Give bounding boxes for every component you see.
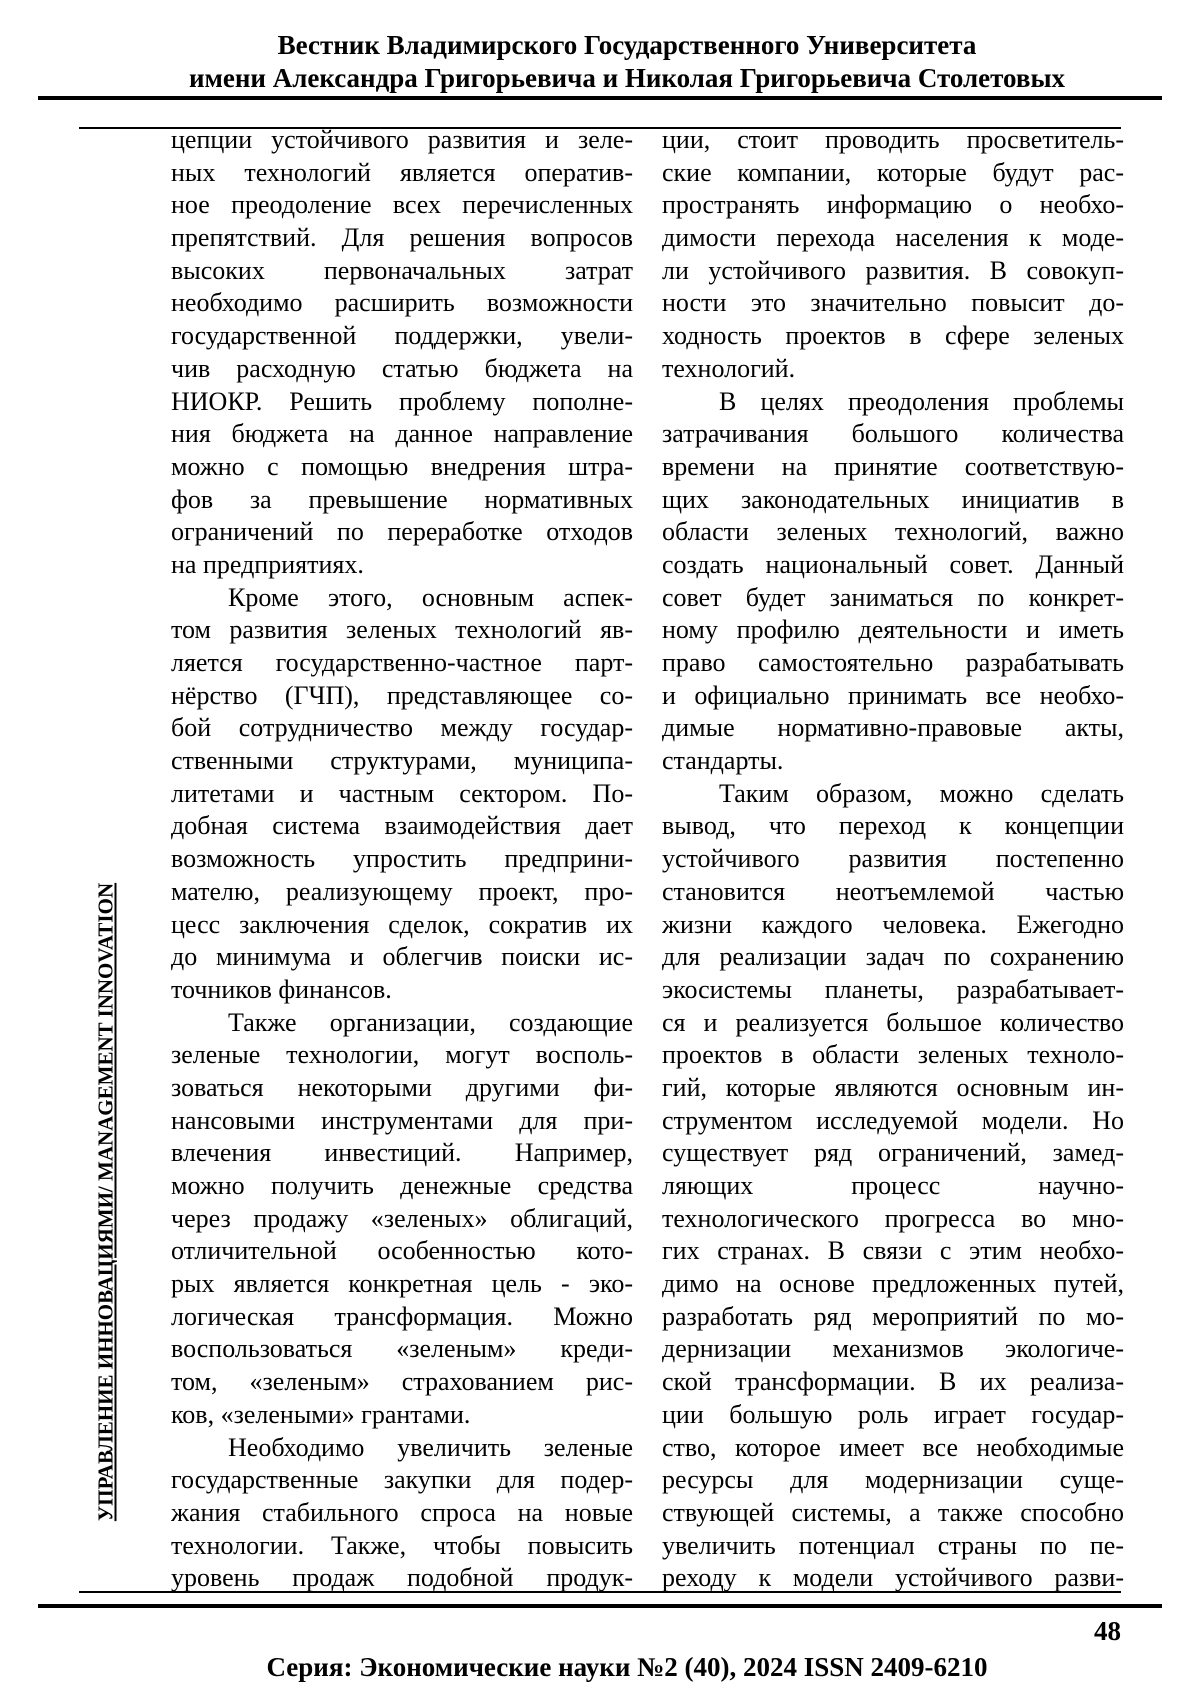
page-number: 48 (1094, 1616, 1121, 1647)
text-line: стандарты. (662, 745, 1124, 778)
text-line: реходу к модели устойчивого разви- (662, 1562, 1124, 1595)
text-line: ков, «зелеными» грантами. (171, 1399, 633, 1432)
text-line: ли устойчивого развития. В совокуп- (662, 255, 1124, 288)
text-line: ных технологий является оператив- (171, 157, 633, 190)
text-line: Кроме этого, основным аспек- (171, 582, 633, 615)
text-line: ские компании, которые будут рас- (662, 157, 1124, 190)
text-line: препятствий. Для решения вопросов (171, 222, 633, 255)
header-rule-thick (38, 96, 1162, 100)
text-line: ходность проектов в сфере зеленых (662, 320, 1124, 353)
text-line: до минимума и облегчив поиски ис- (171, 941, 633, 974)
text-line: возможность упростить предприни- (171, 843, 633, 876)
text-line: государственные закупки для подер- (171, 1464, 633, 1497)
text-line: мателю, реализующему проект, про- (171, 876, 633, 909)
text-line: ное преодоление всех перечисленных (171, 189, 633, 222)
text-line: отличительной особенностью кото- (171, 1235, 633, 1268)
text-line: ство, которое имеет все необходимые (662, 1432, 1124, 1465)
text-line: В целях преодоления проблемы (662, 386, 1124, 419)
text-line: ограничений по переработке отходов (171, 516, 633, 549)
text-line: литетами и частным сектором. По- (171, 778, 633, 811)
text-line: технологии. Также, чтобы повысить (171, 1530, 633, 1563)
text-line: чив расходную статью бюджета на (171, 353, 633, 386)
text-line: Таким образом, можно сделать (662, 778, 1124, 811)
text-line: ся и реализуется большое количество (662, 1007, 1124, 1040)
text-line: проектов в области зеленых техноло- (662, 1039, 1124, 1072)
text-line: том развития зеленых технологий яв- (171, 614, 633, 647)
text-line: для реализации задач по сохранению (662, 941, 1124, 974)
text-line: струментом исследуемой модели. Но (662, 1105, 1124, 1138)
text-line: экосистемы планеты, разрабатывает- (662, 974, 1124, 1007)
text-line: ции большую роль играет государ- (662, 1399, 1124, 1432)
text-line: димые нормативно-правовые акты, (662, 712, 1124, 745)
text-line: ности это значительно повысит до- (662, 287, 1124, 320)
text-line: пространять информацию о необхо- (662, 189, 1124, 222)
text-line: право самостоятельно разрабатывать (662, 647, 1124, 680)
text-line: жания стабильного спроса на новые (171, 1497, 633, 1530)
text-line: цесс заключения сделок, сократив их (171, 909, 633, 942)
text-line: цепции устойчивого развития и зеле- (171, 124, 633, 157)
text-line: увеличить потенциал страны по пе- (662, 1530, 1124, 1563)
text-line: воспользоваться «зеленым» креди- (171, 1333, 633, 1366)
paragraph (662, 778, 1124, 1595)
text-line: на предприятиях. (171, 549, 633, 582)
text-line: гих странах. В связи с этим необхо- (662, 1235, 1124, 1268)
paragraph (171, 1432, 633, 1595)
text-line: ствующей системы, а также способно (662, 1497, 1124, 1530)
text-line: необходимо расширить возможности (171, 287, 633, 320)
journal-title-line-2: имени Александра Григорьевича и Николая Григорьевича Столетовых (0, 62, 1200, 95)
text-line: ресурсы для модернизации суще- (662, 1464, 1124, 1497)
paragraph (171, 1007, 633, 1432)
paragraph (662, 386, 1124, 778)
footer-rule-thin (79, 1591, 1121, 1593)
text-line: том, «зеленым» страхованием рис- (171, 1366, 633, 1399)
text-line: создать национальный совет. Данный (662, 549, 1124, 582)
section-side-label: УПРАВЛЕНИЕ ИННОВАЦИЯМИ/ MANAGEMENT INNOVATION (94, 856, 119, 1548)
text-line: технологического прогресса во мно- (662, 1203, 1124, 1236)
text-line: нёрство (ГЧП), представляющее со- (171, 680, 633, 713)
text-line: затрачивания большого количества (662, 418, 1124, 451)
text-line: становится неотъемлемой частью (662, 876, 1124, 909)
text-line: высоких первоначальных затрат (171, 255, 633, 288)
text-line: ляется государственно-частное парт- (171, 647, 633, 680)
text-line: гий, которые являются основным ин- (662, 1072, 1124, 1105)
text-line: рых является конкретная цель - эко- (171, 1268, 633, 1301)
text-line: технологий. (662, 353, 1124, 386)
text-line: ния бюджета на данное направление (171, 418, 633, 451)
paragraph (171, 582, 633, 1007)
text-line: добная система взаимодействия дает (171, 810, 633, 843)
text-line: области зеленых технологий, важно (662, 516, 1124, 549)
text-line: уровень продаж подобной продук- (171, 1562, 633, 1595)
text-line: зеленые технологии, могут восполь- (171, 1039, 633, 1072)
paragraph (171, 124, 633, 582)
text-line: жизни каждого человека. Ежегодно (662, 909, 1124, 942)
text-line: НИОКР. Решить проблему пополне- (171, 386, 633, 419)
text-line: логическая трансформация. Можно (171, 1301, 633, 1334)
left-column (171, 124, 633, 1595)
text-line: ции, стоит проводить просветитель- (662, 124, 1124, 157)
text-line: дернизации механизмов экологиче- (662, 1333, 1124, 1366)
text-line: Также организации, создающие (171, 1007, 633, 1040)
text-line: ской трансформации. В их реализа- (662, 1366, 1124, 1399)
text-line: точников финансов. (171, 974, 633, 1007)
text-line: существует ряд ограничений, замед- (662, 1137, 1124, 1170)
text-line: разработать ряд мероприятий по мо- (662, 1301, 1124, 1334)
text-line: совет будет заниматься по конкрет- (662, 582, 1124, 615)
series-info: Серия: Экономические науки №2 (40), 2024 ISSN 2409-6210 (0, 1652, 1200, 1683)
text-line: щих законодательных инициатив в (662, 484, 1124, 517)
footer-rule-thick (38, 1604, 1162, 1608)
text-line: вывод, что переход к концепции (662, 810, 1124, 843)
text-line: нансовыми инструментами для при- (171, 1105, 633, 1138)
text-line: бой сотрудничество между государ- (171, 712, 633, 745)
text-line: влечения инвестиций. Например, (171, 1137, 633, 1170)
text-line: ляющих процесс научно- (662, 1170, 1124, 1203)
text-line: времени на принятие соответствую- (662, 451, 1124, 484)
paragraph (662, 124, 1124, 386)
text-line: фов за превышение нормативных (171, 484, 633, 517)
journal-title-line-1: Вестник Владимирского Государственного Университета (0, 29, 1200, 62)
text-line: Необходимо увеличить зеленые (171, 1432, 633, 1465)
text-line: через продажу «зеленых» облигаций, (171, 1203, 633, 1236)
text-line: ственными структурами, муниципа- (171, 745, 633, 778)
text-line: государственной поддержки, увели- (171, 320, 633, 353)
right-column (662, 124, 1124, 1595)
text-line: ному профилю деятельности и иметь (662, 614, 1124, 647)
text-line: устойчивого развития постепенно (662, 843, 1124, 876)
text-line: димости перехода населения к моде- (662, 222, 1124, 255)
text-line: димо на основе предложенных путей, (662, 1268, 1124, 1301)
text-line: можно с помощью внедрения штра- (171, 451, 633, 484)
text-line: и официально принимать все необхо- (662, 680, 1124, 713)
text-line: зоваться некоторыми другими фи- (171, 1072, 633, 1105)
text-line: можно получить денежные средства (171, 1170, 633, 1203)
